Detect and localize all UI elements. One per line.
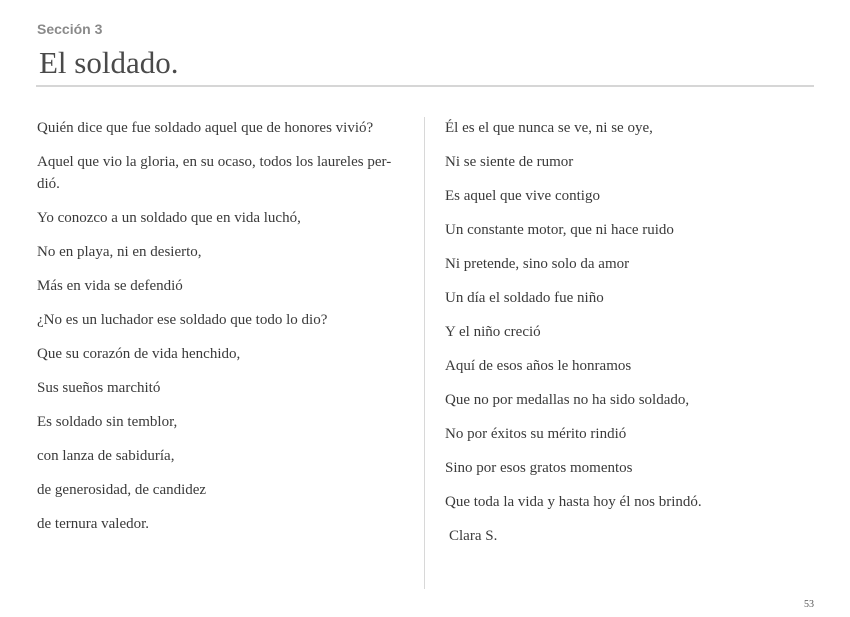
poem-line: Que su corazón de vida henchido, <box>37 346 241 362</box>
poem-line: Un día el soldado fue niño <box>445 290 604 306</box>
poem-line: de ternura valedor. <box>37 516 150 532</box>
poem-line: No por éxitos su mérito rindió <box>445 426 627 442</box>
section-label: Sección 3 <box>37 21 103 37</box>
page-title: El soldado. <box>39 45 179 80</box>
poem-line: Ni pretende, sino solo da amor <box>445 256 630 272</box>
poem-line: Más en vida se defendió <box>37 278 183 294</box>
column-divider <box>424 117 425 589</box>
poem-line: Que no por medallas no ha sido soldado, <box>445 392 690 408</box>
poem-line: de generosidad, de candidez <box>37 482 207 498</box>
poem-line: No en playa, ni en desierto, <box>37 244 202 260</box>
poem-line: Sino por esos gratos momentos <box>445 460 633 476</box>
page-number: 53 <box>804 599 814 610</box>
poem-signature: Clara S. <box>449 528 498 544</box>
poem-line: Es aquel que vive contigo <box>445 188 600 204</box>
poem-line: Quién dice que fue soldado aquel que de honores vivió? <box>37 120 374 136</box>
poem-line: Un constante motor, que ni hace ruido <box>445 222 674 238</box>
poem-line: Aquí de esos años le honramos <box>445 358 632 374</box>
poem-line: con lanza de sabiduría, <box>37 448 175 464</box>
poem-line: Sus sueños marchitó <box>37 380 161 396</box>
poem-line: Él es el que nunca se ve, ni se oye, <box>445 120 653 136</box>
poem-line: Aquel que vio la gloria, en su ocaso, todos los laureles per-dió. <box>37 154 392 192</box>
poem-line: Que toda la vida y hasta hoy él nos brindó. <box>445 494 702 510</box>
poem-right-column <box>445 117 815 559</box>
poem-left-column <box>37 117 409 547</box>
title-divider <box>36 85 814 87</box>
poem-line: Yo conozco a un soldado que en vida luchó, <box>37 210 301 226</box>
poem-line: Es soldado sin temblor, <box>37 414 178 430</box>
poem-line: Ni se siente de rumor <box>445 154 574 170</box>
poem-line: ¿No es un luchador ese soldado que todo lo dio? <box>37 312 328 328</box>
poem-line: Y el niño creció <box>445 324 541 340</box>
